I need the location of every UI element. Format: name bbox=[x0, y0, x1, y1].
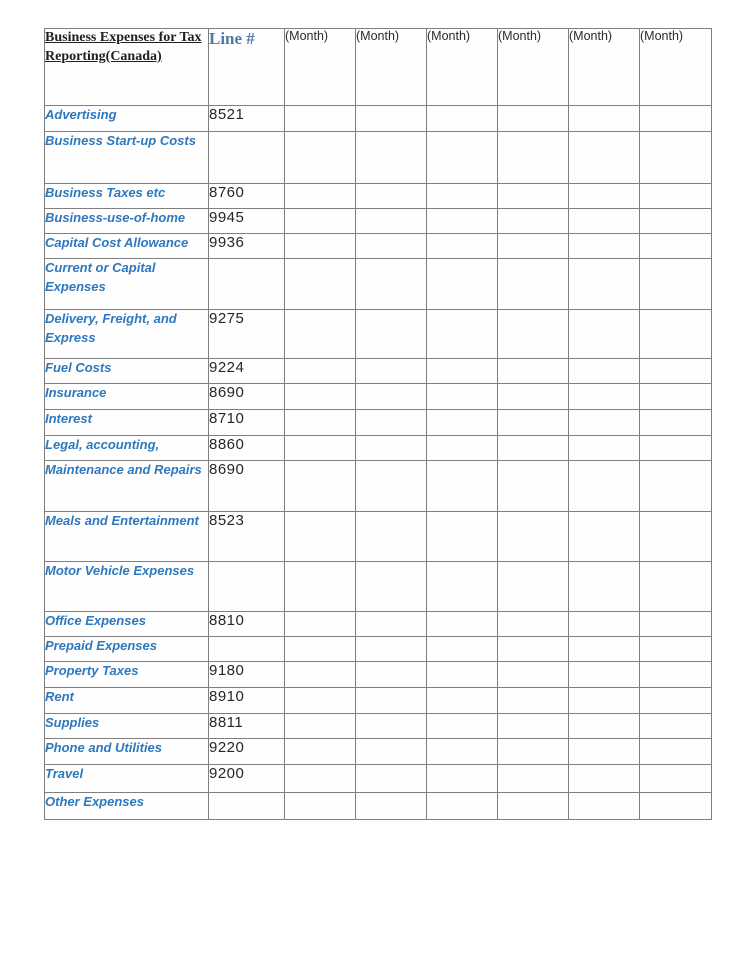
month-value-cell bbox=[640, 765, 712, 793]
month-value-cell bbox=[427, 132, 498, 184]
month-value-cell bbox=[498, 234, 569, 259]
month-value-cell bbox=[285, 714, 356, 739]
month-value-cell bbox=[427, 662, 498, 688]
month-value-cell bbox=[356, 234, 427, 259]
expense-line-number: 8523 bbox=[209, 512, 285, 562]
expense-line-number: 9224 bbox=[209, 359, 285, 384]
month-value-cell bbox=[427, 259, 498, 310]
expense-label: Property Taxes bbox=[45, 662, 209, 688]
month-value-cell bbox=[356, 612, 427, 637]
month-value-cell bbox=[640, 384, 712, 410]
month-value-cell bbox=[285, 662, 356, 688]
month-value-cell bbox=[498, 688, 569, 714]
month-value-cell bbox=[427, 688, 498, 714]
month-value-cell bbox=[427, 739, 498, 765]
month-value-cell bbox=[427, 562, 498, 612]
month-value-cell bbox=[569, 310, 640, 359]
month-value-cell bbox=[569, 209, 640, 234]
month-value-cell bbox=[356, 662, 427, 688]
month-value-cell bbox=[427, 765, 498, 793]
month-value-cell bbox=[569, 512, 640, 562]
month-value-cell bbox=[640, 461, 712, 512]
month-value-cell bbox=[640, 688, 712, 714]
month-value-cell bbox=[356, 562, 427, 612]
month-value-cell bbox=[427, 714, 498, 739]
month-column-header: (Month) bbox=[427, 29, 498, 106]
month-value-cell bbox=[640, 436, 712, 461]
month-value-cell bbox=[356, 359, 427, 384]
month-value-cell bbox=[356, 384, 427, 410]
month-value-cell bbox=[569, 132, 640, 184]
expense-row bbox=[45, 209, 712, 234]
month-value-cell bbox=[285, 234, 356, 259]
expense-label: Maintenance and Repairs bbox=[45, 461, 209, 512]
month-value-cell bbox=[285, 637, 356, 662]
month-value-cell bbox=[569, 714, 640, 739]
month-value-cell bbox=[356, 259, 427, 310]
expense-line-number: 9220 bbox=[209, 739, 285, 765]
month-value-cell bbox=[427, 384, 498, 410]
month-value-cell bbox=[498, 765, 569, 793]
month-value-cell bbox=[285, 461, 356, 512]
expense-row bbox=[45, 106, 712, 132]
expense-label: Motor Vehicle Expenses bbox=[45, 562, 209, 612]
month-value-cell bbox=[498, 612, 569, 637]
month-value-cell bbox=[640, 714, 712, 739]
expense-line-number: 9936 bbox=[209, 234, 285, 259]
expense-label: Advertising bbox=[45, 106, 209, 132]
month-value-cell bbox=[427, 410, 498, 436]
month-value-cell bbox=[427, 612, 498, 637]
expense-label: Capital Cost Allowance bbox=[45, 234, 209, 259]
month-value-cell bbox=[569, 739, 640, 765]
month-value-cell bbox=[356, 793, 427, 820]
expense-label: Meals and Entertainment bbox=[45, 512, 209, 562]
table-header-row bbox=[45, 29, 712, 106]
expense-label: Business Taxes etc bbox=[45, 184, 209, 209]
month-value-cell bbox=[285, 512, 356, 562]
expense-row bbox=[45, 410, 712, 436]
expense-row bbox=[45, 662, 712, 688]
expense-row bbox=[45, 461, 712, 512]
month-value-cell bbox=[498, 106, 569, 132]
month-value-cell bbox=[427, 512, 498, 562]
expense-label: Office Expenses bbox=[45, 612, 209, 637]
month-column-header: (Month) bbox=[285, 29, 356, 106]
month-value-cell bbox=[498, 461, 569, 512]
expense-label: Business-use-of-home bbox=[45, 209, 209, 234]
expense-row bbox=[45, 739, 712, 765]
month-value-cell bbox=[285, 739, 356, 765]
expense-row bbox=[45, 436, 712, 461]
expense-line-number: 9180 bbox=[209, 662, 285, 688]
month-value-cell bbox=[640, 106, 712, 132]
expense-line-number: 8810 bbox=[209, 612, 285, 637]
expense-label: Other Expenses bbox=[45, 793, 209, 820]
expense-label: Supplies bbox=[45, 714, 209, 739]
month-value-cell bbox=[569, 106, 640, 132]
expense-row bbox=[45, 714, 712, 739]
month-value-cell bbox=[640, 234, 712, 259]
month-value-cell bbox=[285, 765, 356, 793]
month-value-cell bbox=[640, 410, 712, 436]
month-value-cell bbox=[356, 739, 427, 765]
month-value-cell bbox=[640, 562, 712, 612]
month-value-cell bbox=[427, 436, 498, 461]
month-value-cell bbox=[356, 637, 427, 662]
month-value-cell bbox=[427, 461, 498, 512]
expense-row bbox=[45, 132, 712, 184]
month-value-cell bbox=[427, 209, 498, 234]
month-value-cell bbox=[356, 688, 427, 714]
expense-row bbox=[45, 793, 712, 820]
month-value-cell bbox=[640, 310, 712, 359]
month-value-cell bbox=[640, 793, 712, 820]
expense-table bbox=[44, 28, 712, 820]
expense-line-number: 8690 bbox=[209, 384, 285, 410]
month-value-cell bbox=[498, 384, 569, 410]
month-value-cell bbox=[285, 184, 356, 209]
expense-line-number: 8690 bbox=[209, 461, 285, 512]
month-value-cell bbox=[285, 132, 356, 184]
month-column-header: (Month) bbox=[498, 29, 569, 106]
expense-line-number: 8811 bbox=[209, 714, 285, 739]
expense-line-number: 8760 bbox=[209, 184, 285, 209]
expense-label: Prepaid Expenses bbox=[45, 637, 209, 662]
month-value-cell bbox=[640, 662, 712, 688]
month-value-cell bbox=[569, 184, 640, 209]
month-value-cell bbox=[569, 410, 640, 436]
month-value-cell bbox=[427, 106, 498, 132]
month-value-cell bbox=[498, 436, 569, 461]
expense-label: Rent bbox=[45, 688, 209, 714]
expense-row bbox=[45, 384, 712, 410]
month-value-cell bbox=[498, 714, 569, 739]
expense-label: Fuel Costs bbox=[45, 359, 209, 384]
month-value-cell bbox=[427, 184, 498, 209]
month-value-cell bbox=[356, 209, 427, 234]
expense-row bbox=[45, 234, 712, 259]
expense-line-number: 8860 bbox=[209, 436, 285, 461]
month-value-cell bbox=[640, 637, 712, 662]
month-value-cell bbox=[640, 359, 712, 384]
month-value-cell bbox=[498, 209, 569, 234]
month-value-cell bbox=[356, 184, 427, 209]
month-value-cell bbox=[285, 562, 356, 612]
expense-line-number: 8910 bbox=[209, 688, 285, 714]
month-value-cell bbox=[498, 637, 569, 662]
expense-line-number: 9200 bbox=[209, 765, 285, 793]
month-value-cell bbox=[285, 259, 356, 310]
month-value-cell bbox=[427, 637, 498, 662]
expense-line-number: 8521 bbox=[209, 106, 285, 132]
expense-label: Current or Capital Expenses bbox=[45, 259, 209, 310]
expense-row bbox=[45, 259, 712, 310]
expense-line-number bbox=[209, 132, 285, 184]
expense-label: Travel bbox=[45, 765, 209, 793]
expense-row bbox=[45, 512, 712, 562]
month-value-cell bbox=[285, 793, 356, 820]
line-number-column-header: Line # bbox=[209, 29, 285, 106]
month-value-cell bbox=[640, 132, 712, 184]
month-value-cell bbox=[356, 714, 427, 739]
month-column-header: (Month) bbox=[356, 29, 427, 106]
expense-line-number: 9275 bbox=[209, 310, 285, 359]
month-value-cell bbox=[569, 637, 640, 662]
month-value-cell bbox=[356, 410, 427, 436]
month-value-cell bbox=[356, 765, 427, 793]
month-value-cell bbox=[498, 512, 569, 562]
month-value-cell bbox=[569, 793, 640, 820]
month-value-cell bbox=[498, 662, 569, 688]
expense-row bbox=[45, 310, 712, 359]
month-value-cell bbox=[569, 359, 640, 384]
expense-row bbox=[45, 184, 712, 209]
month-value-cell bbox=[498, 793, 569, 820]
month-value-cell bbox=[498, 410, 569, 436]
month-value-cell bbox=[640, 739, 712, 765]
expense-label: Phone and Utilities bbox=[45, 739, 209, 765]
expense-row bbox=[45, 612, 712, 637]
month-value-cell bbox=[569, 234, 640, 259]
month-value-cell bbox=[498, 739, 569, 765]
expense-row bbox=[45, 562, 712, 612]
month-value-cell bbox=[498, 359, 569, 384]
month-value-cell bbox=[498, 132, 569, 184]
expense-line-number: 8710 bbox=[209, 410, 285, 436]
month-value-cell bbox=[356, 132, 427, 184]
month-value-cell bbox=[569, 765, 640, 793]
month-value-cell bbox=[569, 562, 640, 612]
month-column-header: (Month) bbox=[569, 29, 640, 106]
month-value-cell bbox=[640, 209, 712, 234]
month-value-cell bbox=[427, 234, 498, 259]
month-value-cell bbox=[640, 512, 712, 562]
expense-line-number bbox=[209, 793, 285, 820]
month-value-cell bbox=[356, 512, 427, 562]
expense-line-number bbox=[209, 562, 285, 612]
expense-label: Business Start-up Costs bbox=[45, 132, 209, 184]
month-value-cell bbox=[640, 184, 712, 209]
month-value-cell bbox=[640, 259, 712, 310]
month-value-cell bbox=[285, 209, 356, 234]
expense-rows bbox=[45, 106, 712, 820]
expense-row bbox=[45, 688, 712, 714]
month-value-cell bbox=[285, 106, 356, 132]
expense-row bbox=[45, 359, 712, 384]
expense-row bbox=[45, 637, 712, 662]
table-title-cell bbox=[45, 29, 209, 106]
month-value-cell bbox=[285, 612, 356, 637]
month-value-cell bbox=[427, 310, 498, 359]
month-value-cell bbox=[427, 359, 498, 384]
month-value-cell bbox=[285, 384, 356, 410]
month-value-cell bbox=[569, 612, 640, 637]
expense-row bbox=[45, 765, 712, 793]
expense-label: Delivery, Freight, and Express bbox=[45, 310, 209, 359]
document-title-line2: Reporting(Canada) bbox=[45, 48, 162, 64]
month-value-cell bbox=[569, 436, 640, 461]
month-value-cell bbox=[498, 310, 569, 359]
month-value-cell bbox=[285, 310, 356, 359]
month-value-cell bbox=[285, 688, 356, 714]
month-value-cell bbox=[285, 436, 356, 461]
month-value-cell bbox=[569, 688, 640, 714]
month-column-header: (Month) bbox=[640, 29, 712, 106]
month-value-cell bbox=[285, 410, 356, 436]
month-value-cell bbox=[569, 662, 640, 688]
month-value-cell bbox=[498, 259, 569, 310]
expense-line-number bbox=[209, 637, 285, 662]
month-value-cell bbox=[569, 461, 640, 512]
expense-line-number: 9945 bbox=[209, 209, 285, 234]
month-value-cell bbox=[569, 384, 640, 410]
expense-label: Legal, accounting, bbox=[45, 436, 209, 461]
month-value-cell bbox=[356, 436, 427, 461]
month-value-cell bbox=[640, 612, 712, 637]
month-value-cell bbox=[569, 259, 640, 310]
month-value-cell bbox=[356, 106, 427, 132]
month-value-cell bbox=[498, 184, 569, 209]
month-value-cell bbox=[498, 562, 569, 612]
month-value-cell bbox=[285, 359, 356, 384]
expense-label: Insurance bbox=[45, 384, 209, 410]
document-title-line1: Business Expenses for Tax bbox=[45, 30, 202, 45]
month-value-cell bbox=[427, 793, 498, 820]
month-value-cell bbox=[356, 310, 427, 359]
expense-line-number bbox=[209, 259, 285, 310]
expense-label: Interest bbox=[45, 410, 209, 436]
month-value-cell bbox=[356, 461, 427, 512]
